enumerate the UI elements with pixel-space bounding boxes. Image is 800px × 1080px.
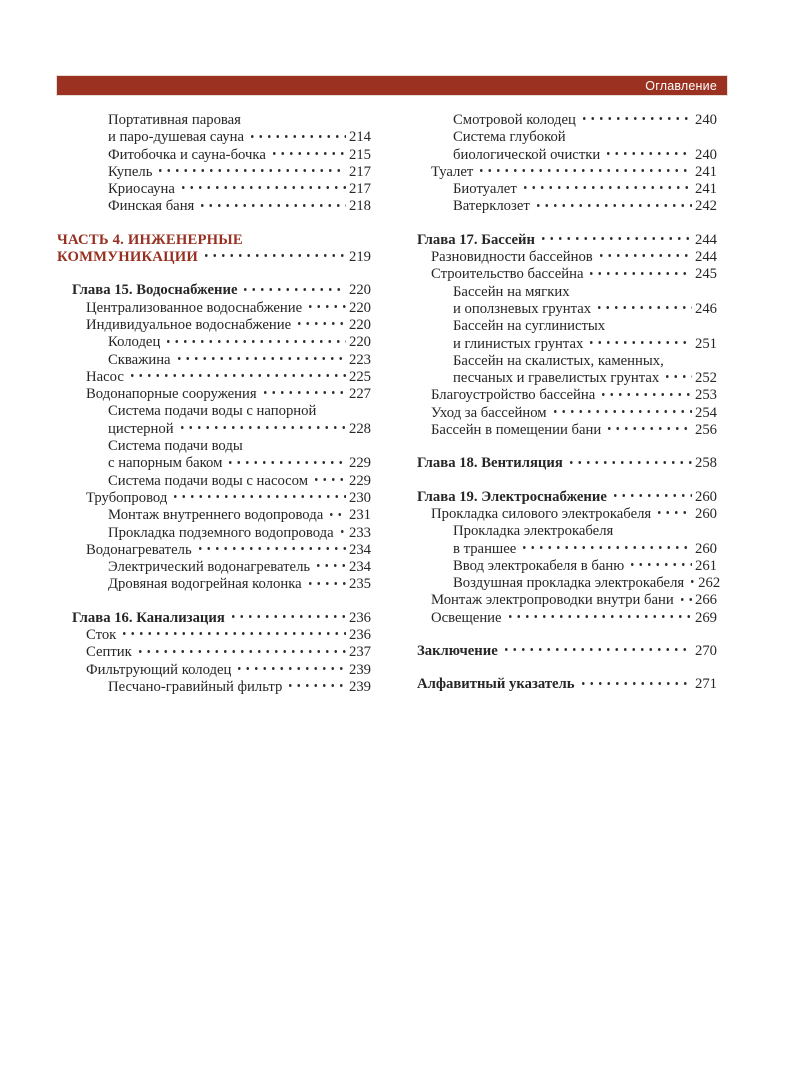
dot-leader [196,544,346,559]
page-number: 220 [348,334,371,351]
page-number: 252 [694,370,717,387]
toc-entry [417,353,717,388]
dot-leader [179,183,346,198]
toc-entry-title: Бассейн на суглинистых [453,318,606,335]
toc-entry-title: Бассейн на мягких [453,283,570,300]
toc-line [431,422,717,439]
toc-entry [72,198,371,215]
page-number: 240 [694,146,717,163]
toc-line [108,679,371,696]
page-number: 262 [698,575,721,592]
page-number: 260 [694,488,717,505]
page-number: 228 [348,420,371,437]
page-number: 240 [694,112,717,128]
toc-line [72,282,371,299]
toc-line [431,387,717,404]
toc-entry [417,575,721,592]
dot-leader [521,183,692,198]
toc-line [417,643,717,660]
toc-entry-title: Купель [108,163,153,180]
dot-leader [599,390,692,405]
page-number: 270 [694,643,717,660]
dot-leader [611,491,692,506]
toc-entry [417,523,717,558]
toc-entry [417,405,717,422]
toc-entry [72,542,371,559]
toc-chapter-entry [72,610,371,627]
page-number: 261 [694,557,717,574]
toc-line [108,147,371,164]
toc-entry [72,576,371,593]
toc-line [108,525,371,542]
dot-leader [171,492,346,507]
dot-leader [688,577,695,592]
toc-entry [417,198,717,215]
toc-entry [417,129,717,164]
toc-entry-title: Трубопровод [86,489,168,506]
toc-line [86,490,371,507]
toc-line [108,438,371,455]
toc-entry [72,147,371,164]
dot-leader [156,166,346,181]
toc-line [453,147,717,164]
toc-entry-title: Сток [86,627,117,644]
toc-entry-title: Глава 19. Электроснабжение [417,488,607,505]
page-number: 246 [694,300,717,317]
toc-entry-title: Песчано-гравийный фильтр [108,678,283,695]
dot-leader [248,132,346,147]
toc-entry [72,559,371,576]
dot-leader [261,388,346,403]
toc-entry-title: Биотуалет [453,181,517,198]
contents-header-bar [57,76,727,95]
toc-line [86,542,371,559]
toc-line [86,386,371,403]
toc-line [453,541,717,558]
toc-entry [417,181,717,198]
dot-leader [338,527,346,542]
dot-leader [539,234,692,249]
toc-line [417,455,717,472]
toc-line [453,318,717,335]
toc-entry [72,644,371,661]
toc-line [108,576,371,593]
dot-leader [229,612,346,627]
toc-entry [417,266,717,283]
page-number: 269 [694,609,717,626]
page-number: 220 [348,282,371,299]
dot-leader [327,510,346,525]
toc-line [108,164,371,181]
dot-leader [579,679,692,694]
toc-entry-title: Разновидности бассейнов [431,249,593,266]
toc-entry-title: Насос [86,368,124,385]
page-number: 239 [348,661,371,678]
toc-entry-title: Система подачи воды с насосом [108,472,309,489]
page-number: 237 [348,644,371,661]
toc-line [108,181,371,198]
toc-entry-title: Фильтрующий колодец [86,661,232,678]
toc-line [417,676,717,693]
toc-entry [417,558,717,575]
toc-entry [72,662,371,679]
toc-line [108,559,371,576]
dot-leader [655,508,692,523]
toc-entry-title: Централизованное водоснабжение [86,299,303,316]
toc-entry-title: Система подачи воды с напорной [108,403,317,420]
toc-entry-title: Глава 17. Бассейн [417,231,535,248]
page-number: 230 [348,489,371,506]
toc-entry [417,592,717,609]
contents-header-title: Оглавление [645,78,717,93]
dot-leader [567,458,692,473]
page-number: 227 [348,386,371,403]
toc-line [453,129,717,146]
dot-leader [534,201,692,216]
page-number: 217 [348,163,371,180]
toc-entry [417,387,717,404]
toc-entry [72,317,371,334]
toc-entry [72,352,371,369]
dot-leader [580,114,692,129]
toc-entry-title: Колодец [108,334,161,351]
toc-line [417,232,717,249]
toc-entry [72,507,371,524]
page-number: 271 [694,676,717,693]
dot-leader [175,354,346,369]
dot-leader [520,543,692,558]
toc-entry-title: Бассейн на скалистых, каменных, [453,352,664,369]
toc-chapter-entry [417,489,717,506]
toc-entry-title: Освещение [431,609,502,626]
toc-line [453,181,717,198]
toc-line [431,405,717,422]
page-number: 244 [694,249,717,266]
toc-entry [72,300,371,317]
page-number: 239 [348,678,371,695]
page-number: 234 [348,541,371,558]
page-number: 258 [694,455,717,472]
toc-line [453,353,717,370]
page-number: 260 [694,505,717,522]
toc-entry-title: Водонагреватель [86,541,192,558]
toc-part-heading [57,232,371,267]
page-number: 220 [348,316,371,333]
toc-entry-title: в траншее [453,540,517,557]
toc-entry-title: Скважина [108,351,171,368]
dot-leader [235,664,346,679]
toc-chapter-entry [417,455,717,472]
toc-entry [72,386,371,403]
page-number: 236 [348,627,371,644]
toc-entry-title: Туалет [431,163,474,180]
toc-entry-title: Глава 15. Водоснабжение [72,282,238,299]
toc-line [417,489,717,506]
dot-leader [164,337,346,352]
page-number: 244 [694,231,717,248]
toc-entry-title: биологической очистки [453,146,601,163]
toc-line [108,352,371,369]
page-number: 235 [348,576,371,593]
dot-leader [605,424,692,439]
toc-line [453,336,717,353]
toc-entry-title: Криосауна [108,181,175,198]
toc-entry-title: Глава 16. Канализация [72,609,225,626]
toc-entry-title: Смотровой колодец [453,112,576,128]
toc-line [108,129,371,146]
toc-line [431,610,717,627]
page-number: 234 [348,559,371,576]
toc-line [86,627,371,644]
toc-entry-title: и оползневых грунтах [453,300,592,317]
toc-line [57,232,371,249]
toc-line [453,523,717,540]
toc-entry-title: Индивидуальное водоснабжение [86,316,292,333]
dot-leader [595,303,692,318]
dot-leader [241,285,346,300]
page-number: 214 [348,129,371,146]
toc-entry [417,610,717,627]
dot-leader [587,338,692,353]
dot-leader [198,201,346,216]
toc-line [453,370,717,387]
dot-leader [502,645,692,660]
toc-entry-title: КОММУНИКАЦИИ [57,249,198,266]
toc-line [108,198,371,215]
page-number: 245 [694,266,717,283]
toc-entry [72,473,371,490]
dot-leader [551,407,692,422]
page-number: 233 [348,524,371,541]
page-number: 254 [694,404,717,421]
toc-entry [417,164,717,181]
toc-entry-title: Заключение [417,643,498,660]
page-number: 217 [348,181,371,198]
toc-entry-title: и глинистых грунтах [453,335,584,352]
toc-entry [72,181,371,198]
page-number: 241 [694,181,717,198]
toc-line [108,473,371,490]
toc-entry-title: Бассейн в помещении бани [431,422,602,439]
dot-leader [270,149,346,164]
toc-line [108,421,371,438]
toc-line [431,506,717,523]
toc-entry-title: Монтаж внутреннего водопровода [108,507,324,524]
toc-entry [72,627,371,644]
toc-entry-title: Глава 18. Вентиляция [417,455,563,472]
page-number: 236 [348,609,371,626]
toc-entry-title: Система глубокой [453,129,566,146]
page-number: 256 [694,422,717,439]
toc-entry [72,490,371,507]
toc-line [86,644,371,661]
toc-entry-title: с напорным баком [108,455,223,472]
toc-entry [417,506,717,523]
toc-entry [417,422,717,439]
dot-leader [312,475,346,490]
toc-entry-title: Благоустройство бассейна [431,387,596,404]
toc-entry-title: ЧАСТЬ 4. ИНЖЕНЕРНЫЕ [57,231,243,248]
toc-line [431,249,717,266]
dot-leader [295,319,346,334]
toc-chapter-entry [72,282,371,299]
toc-entry-title: Фитобочка и сауна-бочка [108,146,266,163]
toc-entry [417,112,717,129]
page-number: 220 [348,299,371,316]
toc-column-right [417,112,721,694]
toc-entry [72,369,371,386]
dot-leader [663,372,692,387]
toc-line [86,300,371,317]
toc-line [431,266,717,283]
toc-entry-title: Уход за бассейном [431,404,547,421]
toc-entry-title: Прокладка силового электрокабеля [431,505,652,522]
toc-entry-title: Воздушная прокладка электрокабеля [453,575,685,592]
toc-line [453,112,717,129]
toc-chapter-entry [417,676,717,693]
toc-line [431,164,717,181]
page-number: 242 [694,198,717,215]
toc-entry-title: Прокладка подземного водопровода [108,524,334,541]
toc-entry-title: Финская баня [108,198,195,215]
dot-leader [604,149,692,164]
toc-entry [72,438,371,473]
toc-line [108,334,371,351]
dot-leader [628,560,692,575]
toc-entry-title: песчаных и гравелистых грунтах [453,370,660,387]
dot-leader [597,251,692,266]
toc-line [453,558,717,575]
toc-entry-title: Строительство бассейна [431,266,584,283]
page-number: 241 [694,163,717,180]
toc-entry-title: Дровяная водогрейная колонка [108,576,302,593]
toc-entry [72,112,371,147]
toc-entry-title: Алфавитный указатель [417,676,575,693]
dot-leader [202,251,346,266]
dot-leader [506,612,692,627]
toc-line [453,198,717,215]
page-number: 251 [694,335,717,352]
toc-chapter-entry [417,232,717,249]
toc-entry-title: и паро-душевая сауна [108,129,245,146]
dot-leader [306,302,346,317]
page-number: 266 [694,592,717,609]
toc-entry [417,249,717,266]
page-number: 218 [348,198,371,215]
page-number: 229 [348,472,371,489]
dot-leader [128,371,346,386]
toc-entry-title: Водонапорные сооружения [86,386,257,403]
toc-entry-title: Ввод электрокабеля в баню [453,557,625,574]
page-number: 260 [694,540,717,557]
toc-line [453,575,721,592]
toc-line [57,249,371,266]
dot-leader [178,423,346,438]
toc-line [108,455,371,472]
dot-leader [314,561,346,576]
toc-entry-title: Прокладка электрокабеля [453,523,614,540]
toc-line [108,112,371,129]
toc-line [108,507,371,524]
dot-leader [286,681,346,696]
page-number: 215 [348,146,371,163]
toc-entry-title: цистерной [108,420,174,437]
dot-leader [120,629,346,644]
toc-line [86,662,371,679]
toc-entry [417,284,717,319]
page-number: 223 [348,351,371,368]
page-number: 231 [348,507,371,524]
toc-entry-title: Монтаж электропроводки внутри бани [431,592,674,609]
dot-leader [477,166,692,181]
toc-entry [417,318,717,353]
toc-line [453,301,717,318]
dot-leader [587,269,691,284]
toc-entry-title: Септик [86,644,132,661]
dot-leader [306,579,346,594]
page-number: 225 [348,368,371,385]
toc-line [108,403,371,420]
dot-leader [136,647,346,662]
page-number: 219 [348,249,371,266]
page-number: 253 [694,387,717,404]
dot-leader [678,595,692,610]
toc-entry-title: Система подачи воды [108,438,243,455]
toc-line [431,592,717,609]
toc-chapter-entry [417,643,717,660]
toc-entry [72,334,371,351]
toc-entry-title: Электрический водонагреватель [108,559,311,576]
toc-entry-title: Ватерклозет [453,198,530,215]
toc-entry-title: Портативная паровая [108,112,241,128]
toc-line [72,610,371,627]
toc-column-left [57,112,371,696]
toc-line [453,284,717,301]
toc-entry [72,525,371,542]
toc-entry [72,403,371,438]
toc-entry [72,679,371,696]
toc-line [86,317,371,334]
page-number: 229 [348,455,371,472]
dot-leader [226,458,346,473]
toc-line [86,369,371,386]
toc-entry [72,164,371,181]
